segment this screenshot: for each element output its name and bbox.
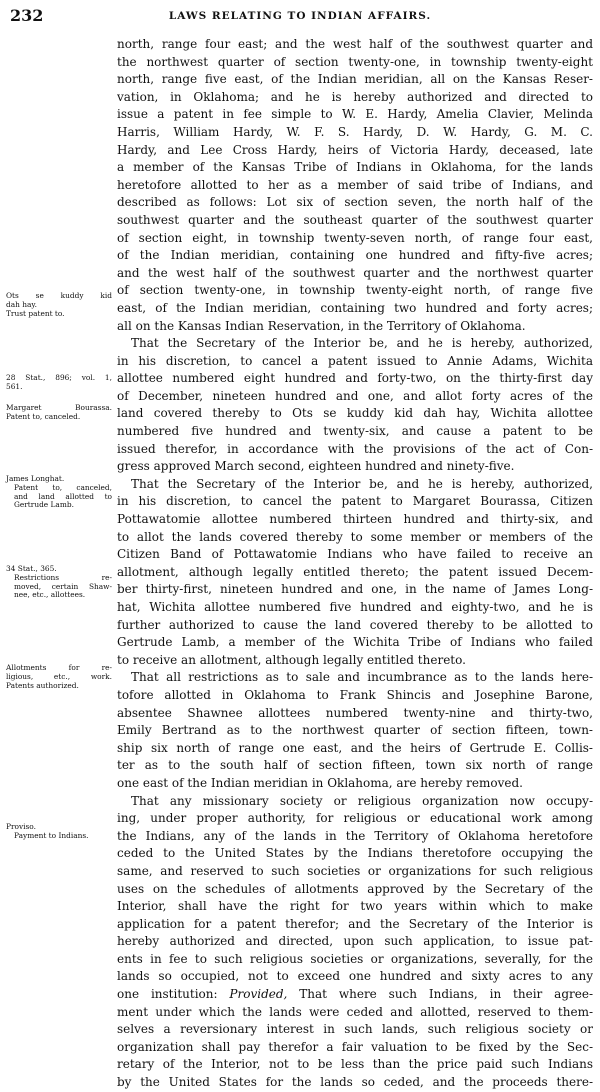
margin-note-line: Gertrude Lamb. xyxy=(14,500,74,510)
text-line: further authorized to cause the land covered thereby to be allotted to xyxy=(117,617,593,632)
text-line: absentee Shawnee allottees numbered twenty-nine and thirty-two, xyxy=(117,705,593,720)
text-line: lands so occupied, not to exceed one hundred and sixty acres to any xyxy=(117,969,593,984)
text-line: southwest quarter and the southeast quarter of the southwest quarter xyxy=(117,212,593,227)
margin-note-line: 561. xyxy=(6,381,23,391)
margin-note-line: Patent to, canceled. xyxy=(6,411,81,421)
margin-note xyxy=(6,292,112,318)
text-segment: That where such Indians, in their agree- xyxy=(287,987,593,1002)
text-line: Interior, shall have the right for two years within which to make xyxy=(117,899,593,914)
text-line: the northwest quarter of section twenty-one, in township twenty-eight xyxy=(117,54,593,69)
text-line: ing, under proper authority, for religious or educational work among xyxy=(117,811,593,826)
text-line: allottee numbered eight hundred and forty-two, on the thirty-first day xyxy=(117,371,593,386)
text-line: of December, nineteen hundred and one, and allot forty acres of the xyxy=(117,388,593,403)
margin-note xyxy=(6,823,112,841)
text-line: ment under which the lands were ceded and allotted, reserved to them- xyxy=(117,1004,593,1019)
margin-note-line: dah hay. xyxy=(6,299,37,309)
text-line: That all restrictions as to sale and incumbrance as to the lands here- xyxy=(131,670,593,685)
margin-note-line: Margaret Bourassa. xyxy=(6,403,112,412)
margin-note-line: ligious, etc., work. xyxy=(6,671,112,681)
text-line: numbered five hundred and twenty-six, and cause a patent to be xyxy=(117,424,593,439)
text-line: That the Secretary of the Interior be, and he is hereby, authorized, xyxy=(131,476,593,491)
text-line: tofore allotted in Oklahoma to Frank Shincis and Josephine Barone, xyxy=(117,687,593,702)
margin-note-line: 34 Stat., 365. xyxy=(6,564,57,573)
text-line: north, range five east, of the Indian meridian, all on the Kansas Reser- xyxy=(117,72,593,87)
margin-note-line: moved, certain Shaw- xyxy=(14,581,112,591)
text-line: of section eight, in township twenty-seven north, of range four east, xyxy=(117,230,593,245)
text-line: ship six north of range one east, and the heirs of Gertrude E. Collis- xyxy=(117,740,593,755)
text-line: to receive an allotment, although legally entitled thereto. xyxy=(117,652,466,667)
text-line: application for a patent therefor; and the Secretary of the Interior is xyxy=(117,916,593,931)
text-line: same, and reserved to such societies or organizations for such religious xyxy=(117,863,593,878)
text-line: uses on the schedules of allotments approved by the Secretary of the xyxy=(117,881,593,896)
text-line: Gertrude Lamb, a member of the Wichita Tribe of Indians who failed xyxy=(117,635,593,650)
text-line: ter as to the south half of section fifteen, town six north of range xyxy=(117,758,593,773)
text-line: selves a reversionary interest in such lands, such religious society or xyxy=(117,1022,593,1037)
margin-note-line: James Longhat. xyxy=(6,474,65,483)
margin-note xyxy=(6,404,112,422)
page-number: 232 xyxy=(10,6,44,25)
page-header xyxy=(0,6,600,28)
text-line: issued therefor, in accordance with the provisions of the act of Con- xyxy=(117,441,593,456)
running-head: LAWS RELATING TO INDIAN AFFAIRS. xyxy=(168,10,432,22)
text-line: Emily Bertrand as to the northwest quarter of section fifteen, town- xyxy=(117,723,593,738)
margin-note-line: and land allotted to xyxy=(14,491,112,501)
text-line: land covered thereby to Ots se kuddy kid dah hay, Wichita allottee xyxy=(117,406,593,421)
text-line: heretofore allotted to her as a member of said tribe of Indians, and xyxy=(117,177,593,192)
text-line: in his discretion, to cancel a patent issued to Annie Adams, Wichita xyxy=(117,353,593,368)
text-line: Hardy, and Lee Cross Hardy, heirs of Victoria Hardy, deceased, late xyxy=(117,142,593,157)
text-line: in his discretion, to cancel the patent to Margaret Bourassa, Citizen xyxy=(117,494,593,509)
text-line: east, of the Indian meridian, containing two hundred and forty acres; xyxy=(117,300,593,315)
text-line: ents in fee to such religious societies or organizations, severally, for the xyxy=(117,951,593,966)
text-line: of section twenty-one, in township twenty-eight north, of range five xyxy=(117,283,593,298)
body-text xyxy=(117,36,593,1092)
text-line: Pottawatomie allottee numbered thirteen hundred and thirty-six, and xyxy=(117,512,593,527)
text-line: vation, in Oklahoma; and he is hereby authorized and directed to xyxy=(117,89,593,104)
margin-note-line: Allotments for re- xyxy=(6,663,112,672)
text-line: ber thirty-first, nineteen hundred and one, in the name of James Long- xyxy=(117,582,593,597)
text-line: ceded to the United States by the Indians theretofore occupying the xyxy=(117,846,593,861)
text-line: Harris, William Hardy, W. F. S. Hardy, D. W. Hardy, G. M. C. xyxy=(117,124,593,139)
margin-note-line: Proviso. xyxy=(6,822,36,831)
margin-note-line: nee, etc., allottees. xyxy=(14,590,86,600)
text-line: hat, Wichita allottee numbered five hundred and eighty-two, and he is xyxy=(117,600,593,614)
text-line: Citizen Band of Pottawatomie Indians who have failed to receive an xyxy=(117,547,593,562)
text-line: by the United States for the lands so ceded, and the proceeds there- xyxy=(117,1075,593,1090)
text-line: organization shall pay therefor a fair valuation to be fixed by the Sec- xyxy=(117,1039,593,1054)
margin-note-line: Restrictions re- xyxy=(14,572,112,582)
margin-note-line: 28 Stat., 896; vol. 1, xyxy=(6,373,112,382)
text-line: That any missionary society or religious organization now occupy- xyxy=(131,793,593,808)
margin-note xyxy=(6,374,112,392)
text-line: described as follows: Lot six of section seven, the north half of the xyxy=(117,195,593,210)
text-line: to allot the lands covered thereby to some member or members of the xyxy=(117,529,593,544)
text-line xyxy=(117,986,593,1004)
margin-note-line: Payment to Indians. xyxy=(14,830,89,840)
text-line: allotment, although legally entitled thereto; the patent issued Decem- xyxy=(117,564,593,579)
text-line: north, range four east; and the west half of the southwest quarter and xyxy=(117,37,593,51)
margin-note-line: Ots se kuddy kid xyxy=(6,291,112,300)
margin-note-line: Patent to, canceled, xyxy=(14,482,112,492)
text-line: retary of the Interior, not to be less than the price paid such Indians xyxy=(117,1057,593,1072)
text-line: all on the Kansas Indian Reservation, in the Territory of Oklahoma. xyxy=(117,318,526,333)
text-segment: one institution: xyxy=(117,987,230,1002)
text-line: of the Indian meridian, containing one hundred and fifty-five acres; xyxy=(117,248,593,263)
text-line: That the Secretary of the Interior be, and he is hereby, authorized, xyxy=(131,336,593,351)
text-line: and the west half of the southwest quarter and the northwest quarter xyxy=(117,265,593,280)
margin-note xyxy=(6,475,112,510)
text-line: a member of the Kansas Tribe of Indians in Oklahoma, for the lands xyxy=(117,160,593,175)
text-line: gress approved March second, eighteen hundred and ninety-five. xyxy=(117,459,515,474)
text-line: the Indians, any of the lands in the Territory of Oklahoma heretofore xyxy=(117,828,593,843)
text-line: hereby authorized and directed, upon such application, to issue pat- xyxy=(117,934,593,949)
text-line: issue a patent in fee simple to W. E. Hardy, Amelia Clavier, Melinda xyxy=(117,107,593,122)
margin-note-line: Patents authorized. xyxy=(6,680,79,690)
proviso-word: Provided, xyxy=(229,987,288,1002)
margin-note xyxy=(6,664,112,690)
margin-note xyxy=(6,565,112,600)
text-line: one east of the Indian meridian in Oklahoma, are hereby removed. xyxy=(117,775,523,790)
margin-note-line: Trust patent to. xyxy=(6,308,65,318)
